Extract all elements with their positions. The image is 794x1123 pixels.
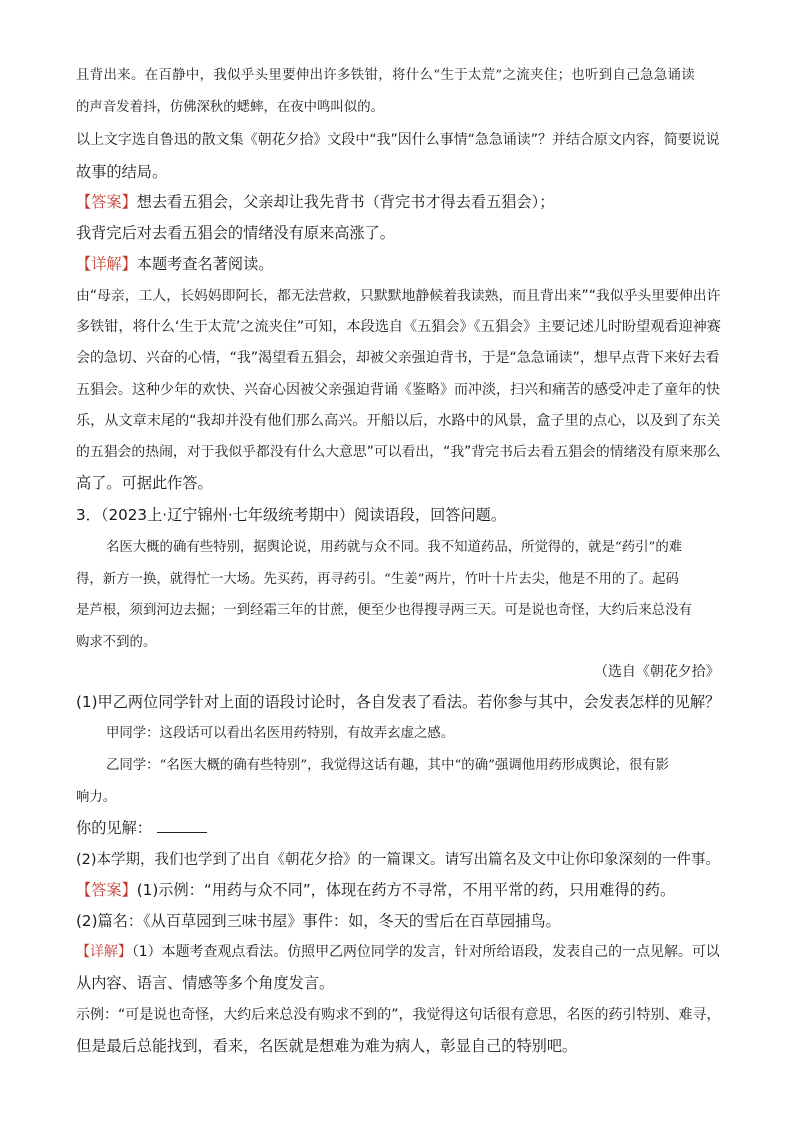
detail-tag: 【详解】 [76, 255, 137, 273]
passage-line: 的声音发着抖，仿佛深秋的蟋蟀，在夜中鸣叫似的。 [76, 100, 384, 115]
passage-line: 且背出来。在百静中，我似乎头里要伸出许多铁钳，将什么“生于太荒”之流夹住；也听到自己急急诵读 [76, 68, 695, 83]
detail-line [76, 942, 720, 962]
detail-line: 多铁钳，将什么‘生于太荒’之流夹住”可知，本段选自《五猖会》《五猖会》主要记述儿时盼望观看迎神赛 [76, 319, 721, 335]
answer-line [76, 880, 675, 900]
detail-line: 由“母亲，工人，长妈妈即阿长，都无法营救，只默默地静候着我读熟，而且背出来”“我似乎头里要伸出许 [76, 288, 721, 304]
source-note: （选自《朝花夕拾》 [594, 664, 720, 680]
student-view: 甲同学：这段话可以看出名医用药特别，有故弄玄虚之感。 [106, 726, 455, 741]
detail-line: 高了。可据此作答。 [76, 474, 213, 492]
detail-line: 但是最后总能找到，看来，名医就是想难为难为病人，彰显自己的特别吧。 [76, 1037, 578, 1055]
passage-line: 是芦根，须到河边去掘；一到经霜三年的甘蔗，便至少也得搜寻两三天。可是说也奇怪，大约后来总没有 [76, 603, 692, 618]
question-stem: 以上文字选自鲁迅的散文集《朝花夕拾》文段中“我”因什么事情“急急诵读”？并结合原文内容，简要说说 [76, 132, 720, 148]
your-view-label: 你的见解： [76, 819, 152, 837]
answer-blank[interactable] [157, 818, 207, 833]
answer-tag: 【答案】 [76, 193, 137, 211]
answer-tag: 【答案】 [76, 881, 137, 899]
detail-line: 从内容、语言、情感等多个角度发言。 [76, 974, 335, 992]
passage-line: 名医大概的确有些特别，据舆论说，用药就与众不同。我不知道药品，所觉得的，就是“药引”的难 [106, 540, 683, 555]
detail-line: 会的急切、兴奋的心情，“我”渴望看五猖会，却被父亲强迫背书，于是“急急诵读”，想早点背下来好去看 [76, 350, 720, 366]
detail-line [76, 254, 273, 274]
detail-text: 本题考查名著阅读。 [136, 255, 274, 273]
your-view-line [76, 818, 207, 838]
answer-line [76, 192, 554, 212]
detail-line: 示例：“可是说也奇怪，大约后来总没有购求不到的”，我觉得这句话很有意思，名医的药引特别、难寻， [76, 1007, 721, 1023]
answer-line: (2)篇名：《从百草园到三味书屋》事件：如，冬天的雪后在百草园捕鸟。 [76, 912, 561, 930]
answer-text: (1)示例：“用药与众不同”，体现在药方不寻常，不用平常的药，只用难得的药。 [136, 881, 676, 899]
student-view: 乙同学：“名医大概的确有些特别”，我觉得这话有趣，其中“的确”强调他用药形成舆论，很有影 [106, 758, 670, 773]
detail-line: 乐，从文章末尾的“我却并没有他们那么高兴。开船以后，水路中的风景，盒子里的点心，以及到了东关 [76, 413, 721, 429]
passage-line: 购求不到的。 [76, 635, 157, 650]
passage-line: 得，新方一换，就得忙一大场。先买药，再寻药引。“生姜”两片，竹叶十片去尖，他是不用的了。起码 [76, 572, 679, 587]
answer-line: 我背完后对去看五猖会的情绪没有原来高涨了。 [76, 224, 395, 242]
answer-text: 想去看五猖会，父亲却让我先背书（背完书才得去看五猖会）； [136, 193, 555, 211]
subquestion: (1)甲乙两位同学针对上面的语段讨论时，各自发表了看法。若你参与其中，会发表怎样的见解？ [76, 693, 721, 711]
detail-tag: 【详解】 [76, 944, 132, 960]
detail-text: （1）本题考查观点看法。仿照甲乙两位同学的发言，针对所给语段，发表自己的一点见解。可以 [131, 944, 720, 960]
student-view: 响力。 [76, 790, 117, 805]
detail-line: 五猖会。这种少年的欢快、兴奋心因被父亲强迫背诵《鉴略》而冲淡，扫兴和痛苦的感受冲走了童年的快 [76, 382, 720, 398]
question-heading: 3．（2023上·辽宁锦州·七年级统考期中）阅读语段，回答问题。 [76, 506, 507, 524]
subquestion: (2)本学期，我们也学到了出自《朝花夕拾》的一篇课文。请写出篇名及文中让你印象深刻的一件事。 [76, 852, 721, 868]
question-stem: 故事的结局。 [76, 163, 168, 181]
detail-line: 的五猖会的热闹，对于我似乎都没有什么大意思”可以看出，“我”背完书后去看五猖会的情绪没有原来那么 [76, 444, 721, 460]
